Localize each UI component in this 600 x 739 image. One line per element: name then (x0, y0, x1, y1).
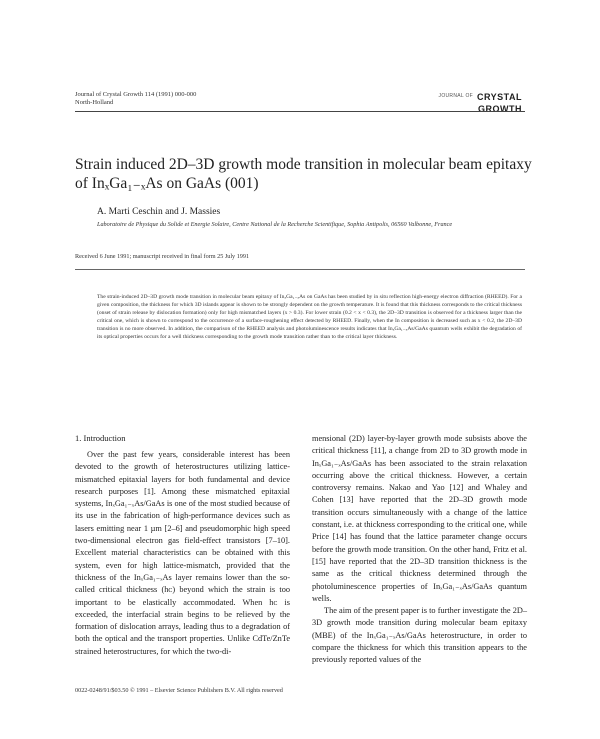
paper-affiliation: Laboratoire de Physique du Solide et Energie Solaire, Centre National de la Recherche Scientifique, Sophia Antipolis, 06560 Valbonne, France (97, 221, 453, 228)
abstract-rule (75, 269, 525, 270)
right-paragraph: mensional (2D) layer-by-layer growth mode subsists above the critical thickness [11], a change from 2D to 3D growth mode in InₓGa₁₋ₓAs/GaAs has been associated to the strain relaxation occurring above the critical thickness. However, a certain controversy remains. Nakao and Yao [12] and Whaley and Cohen [13] have reported that the 2D–3D growth mode transition occurs simultaneously with a change of the lattice constant, i.e. at thickness corresponding to the critical one, while Price [14] has found that the lattice parameter change occurs before the growth mode transition. On the other hand, Fritz et al. [15] have reported that the 2D–3D transition thickness is the same as the critical thickness determined through the photoluminescence properties of InₓGa₁₋ₓAs/GaAs quantum wells. (312, 434, 527, 603)
right-column (312, 433, 527, 667)
left-column (75, 449, 290, 658)
paper-title: Strain induced 2D–3D growth mode transition in molecular beam epitaxy of InₓGa₁₋ₓAs on GaAs (001) (75, 156, 532, 192)
section-title: 1. Introduction (75, 433, 126, 443)
journal-logo-small: JOURNAL OF (438, 92, 473, 99)
journal-logo-line2: GROWTH (478, 104, 522, 114)
journal-citation-line2: North-Holland (75, 99, 114, 106)
abstract: The strain-induced 2D–3D growth mode transition in molecular beam epitaxy of InₓGa₁₋ₓAs on GaAs has been studied by in situ reflection high-energy electron diffraction (RHEED). For a given composition, the thickness for which 3D islands appear is shown to be strongly dependent on the growth temperature. It is found that this thickness corresponds to the critical thickness (onset of strain release by dislocation formation) only for high mismatched layers (x > 0.3). For lower strain (0.2 < x < 0.3), the 2D–3D transition is observed for a thickness larger than the critical one, which is shown to correspond to the occurrence of a surface-roughening effect detected by RHEED. Finally, when the In composition is decreased such as x < 0.2, the 2D–3D transition is no more observed. In addition, the comparison of the RHEED analysis and photoluminescence results indicates that InₓGa₁₋ₓAs/GaAs quantum wells exhibit the degradation of its optical properties occurs for a well thickness corresponding to the growth mode transition rather than to the critical layer thickness. (97, 294, 522, 340)
copyright-footer: 0022-0248/91/$03.50 © 1991 – Elsevier Science Publishers B.V. All rights reserved (75, 687, 283, 694)
paper-authors: A. Marti Ceschin and J. Massies (97, 207, 221, 217)
right-paragraph: The aim of the present paper is to further investigate the 2D–3D growth mode transition during molecular beam epitaxy (MBE) of the InₓGa₁₋ₓAs/GaAs heterostructure, in order to compare the thickness for which this transition appears to the previously reported values of the (312, 606, 527, 665)
received-date: Received 6 June 1991; manuscript received in final form 25 July 1991 (75, 253, 250, 260)
journal-logo-line1: CRYSTAL (477, 92, 522, 102)
journal-citation (75, 91, 196, 107)
left-paragraph: Over the past few years, considerable interest has been devoted to the growth of heterostructures utilizing lattice-mismatched epitaxial layers for both fundamental and device research purposes [1]. Among these mismatched epitaxial systems, InₓGa₁₋ₓAs/GaAs is one of the most studied because of its use in the fabrication of high-performance devices such as lasers emitting near 1 µm [2–6] and pseudomorphic high speed two-dimensional electron gas field-effect transistors [7–10]. Excellent material characteristics can be obtained with this system, even for high lattice-mismatch, provided that the thickness of the InₓGa₁₋ₓAs layer remains lower than the so-called critical thickness (hᴄ) beyond which the strain is too important to be elastically accommodated. When hᴄ is exceeded, the interfacial strain begins to be relieved by the formation of dislocation arrays, leading thus to a degradation of both the optical and the transport properties. Unlike CdTe/ZnTe strained heterostructures, for which the two-di- (75, 450, 290, 656)
journal-citation-line1: Journal of Crystal Growth 114 (1991) 000-000 (75, 91, 197, 98)
header-rule (75, 111, 525, 112)
